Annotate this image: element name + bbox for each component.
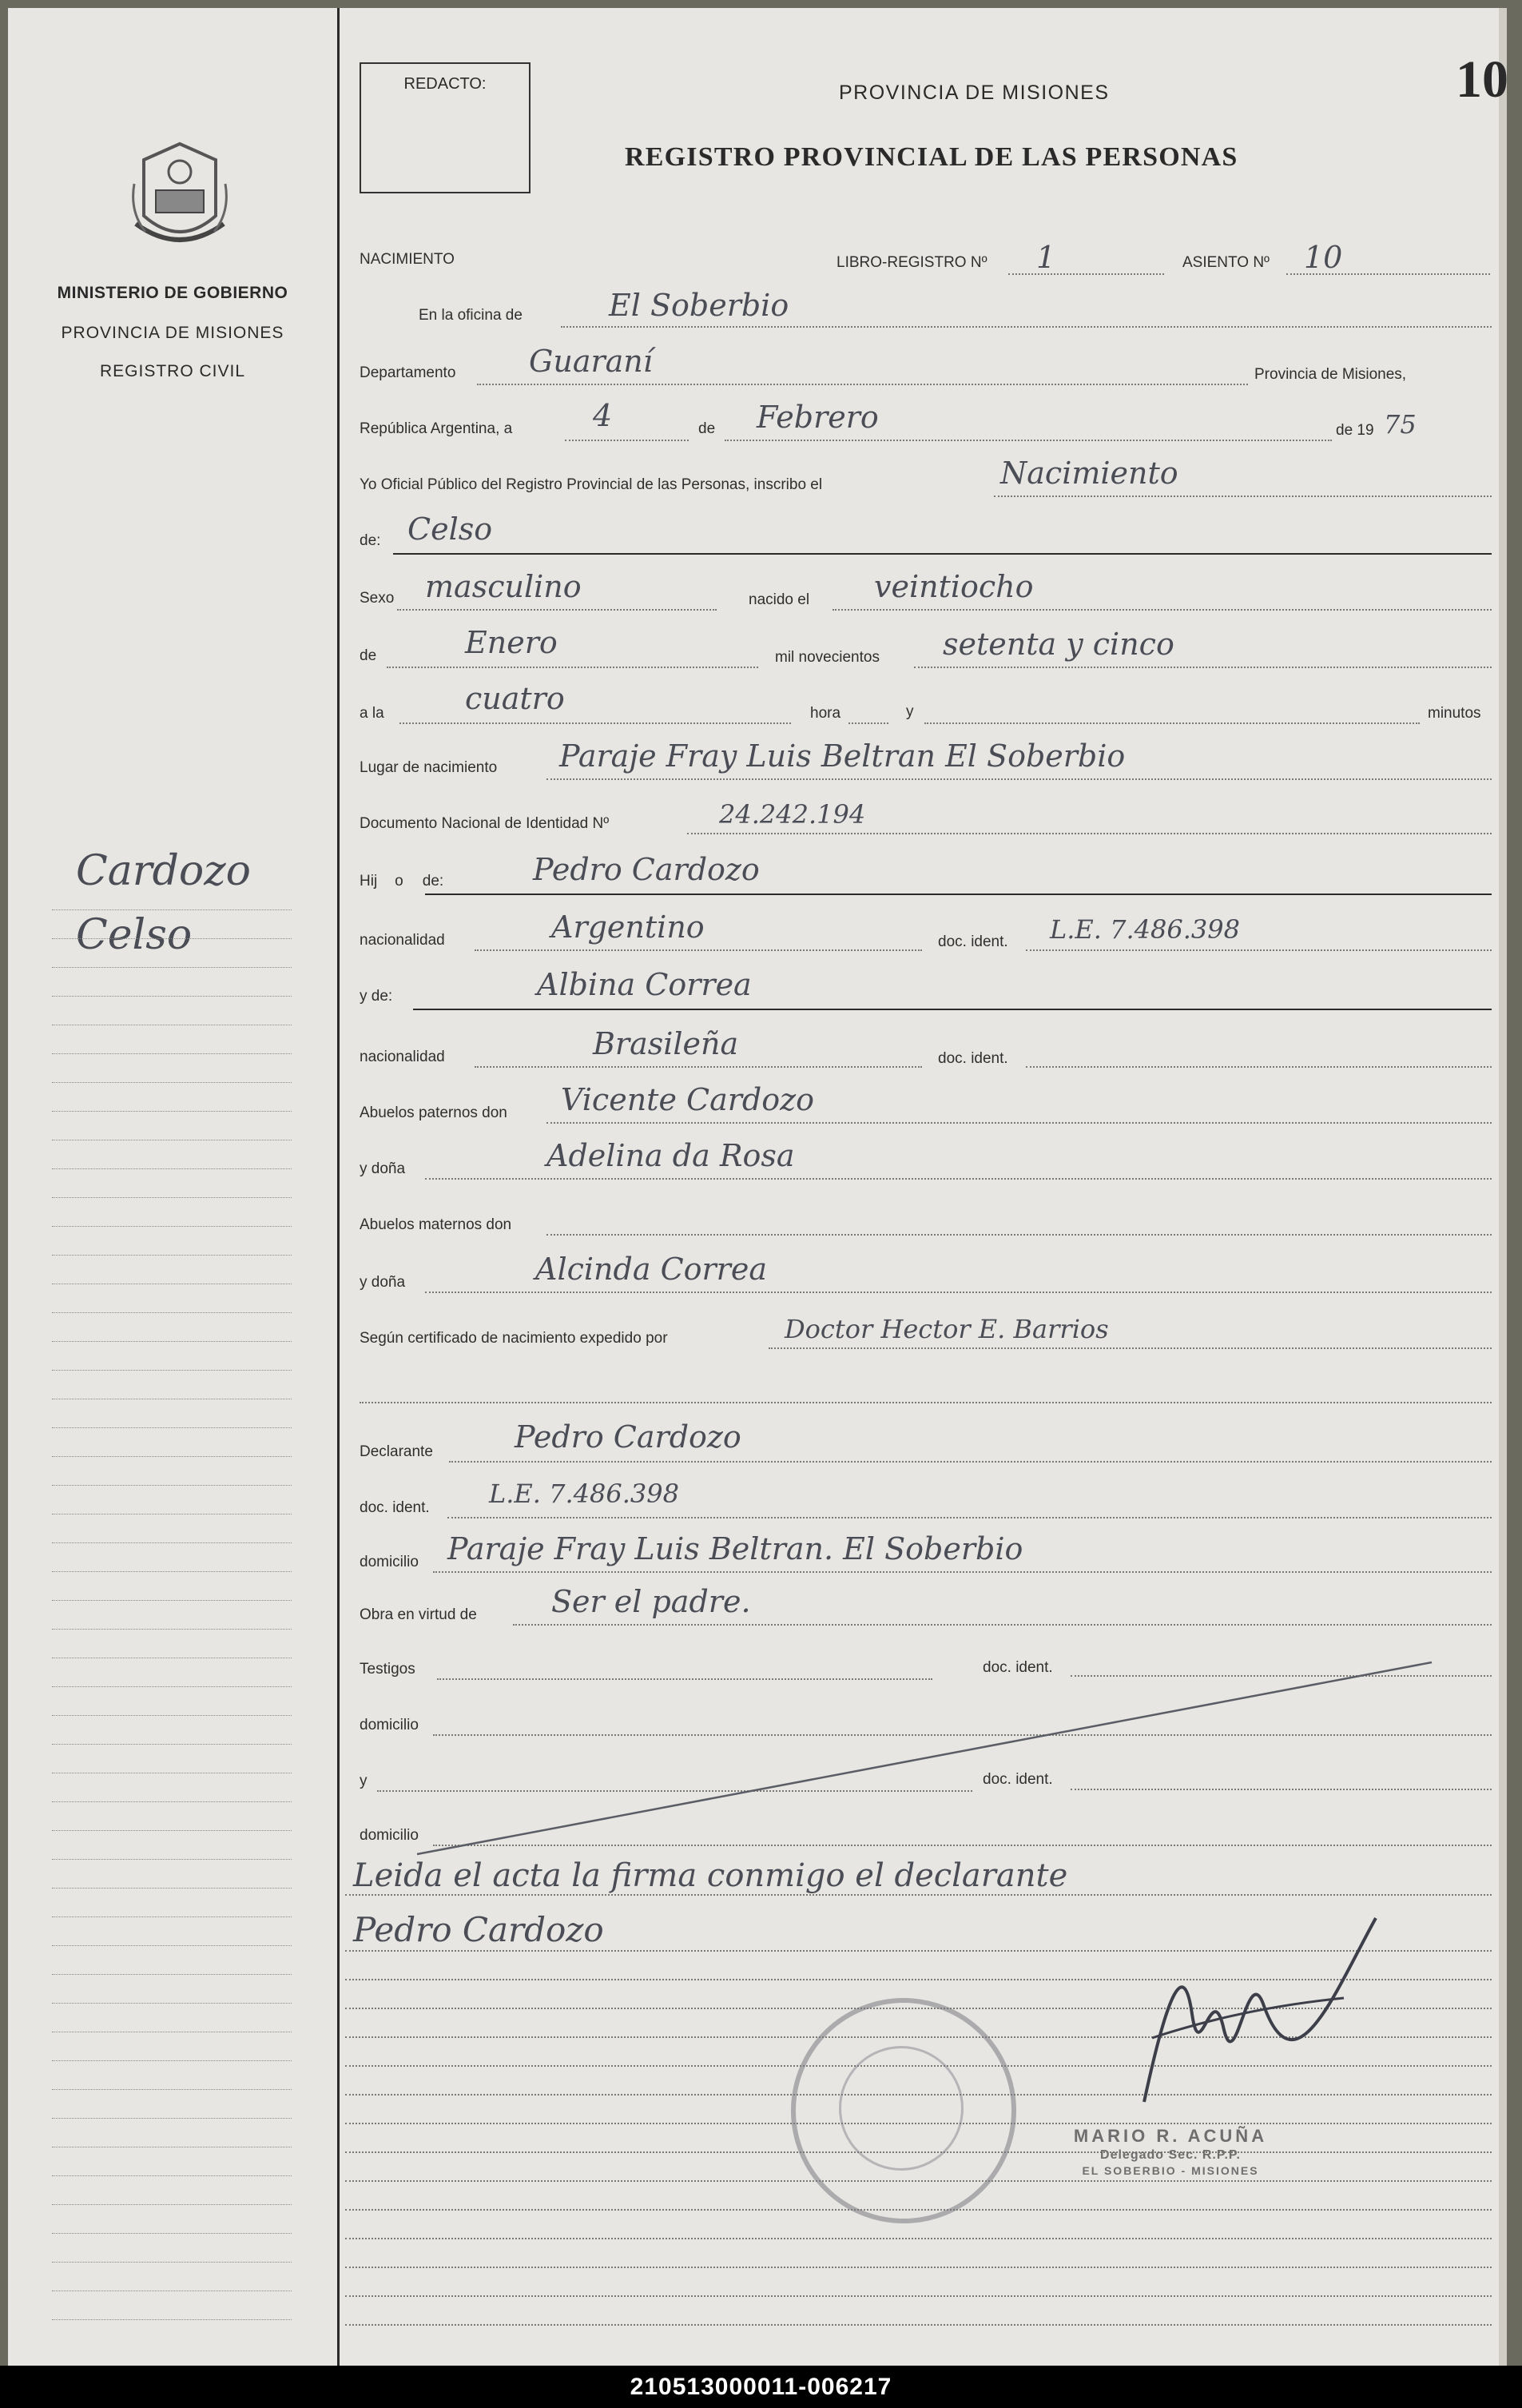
hijo-label bbox=[360, 873, 443, 890]
hora-line bbox=[399, 722, 791, 724]
ab-pat-line bbox=[546, 1122, 1492, 1124]
header-province: PROVINCIA DE MISIONES bbox=[839, 82, 1110, 104]
ab-pat-dona-value: Adelina da Rosa bbox=[546, 1138, 795, 1173]
oficina-value: El Soberbio bbox=[609, 288, 789, 323]
padre-line bbox=[425, 894, 1492, 895]
ministry-province: PROVINCIA DE MISIONES bbox=[61, 324, 284, 342]
departamento-value: Guaraní bbox=[529, 344, 653, 379]
margin-rule bbox=[52, 1168, 292, 1169]
lugar-label: Lugar de nacimiento bbox=[360, 759, 498, 776]
margin-rule bbox=[52, 1111, 292, 1112]
margin-rule bbox=[52, 1888, 292, 1889]
anio-nac-value: setenta y cinco bbox=[943, 627, 1174, 662]
provincia-suffix: Provincia de Misiones, bbox=[1254, 366, 1407, 383]
margin-rule bbox=[52, 1542, 292, 1543]
margin-rule bbox=[52, 1485, 292, 1486]
margin-rule bbox=[52, 1801, 292, 1802]
acto-line bbox=[994, 496, 1492, 497]
margin-rule bbox=[52, 1859, 292, 1860]
margin-rule bbox=[52, 1255, 292, 1256]
register-page bbox=[8, 8, 1507, 2366]
margin-rule bbox=[52, 1744, 292, 1745]
hora-value: cuatro bbox=[465, 681, 565, 716]
domicilio-line bbox=[433, 1571, 1492, 1573]
closing-rule bbox=[345, 2238, 1492, 2239]
domicilio-label: domicilio bbox=[360, 1554, 419, 1570]
obra-value: Ser el padre. bbox=[551, 1584, 751, 1619]
madre-doc-label: doc. ident. bbox=[938, 1050, 1008, 1067]
margin-rule bbox=[52, 2233, 292, 2234]
margin-rule bbox=[52, 1226, 292, 1227]
margin-rule bbox=[52, 1341, 292, 1342]
anio-label: de 19 bbox=[1336, 422, 1374, 439]
margin-rule bbox=[52, 2262, 292, 2263]
testigo2-doc-label: doc. ident. bbox=[983, 1771, 1053, 1788]
y2-label: y bbox=[360, 1773, 368, 1789]
margin-rule bbox=[52, 1082, 292, 1083]
madre-nac-value: Brasileña bbox=[593, 1026, 739, 1061]
provincial-emblem-icon bbox=[128, 136, 232, 256]
margin-rule bbox=[52, 1600, 292, 1601]
certificado-label: Según certificado de nacimiento expedido por bbox=[360, 1330, 668, 1347]
dni-line bbox=[687, 833, 1492, 834]
dia-value: 4 bbox=[593, 398, 613, 433]
madre-line bbox=[413, 1009, 1492, 1010]
certificado-line-2 bbox=[360, 1402, 1492, 1403]
obra-label: Obra en virtud de bbox=[360, 1606, 477, 1623]
margin-rule bbox=[52, 909, 292, 910]
form-area bbox=[337, 8, 1508, 2366]
dni-value: 24.242.194 bbox=[719, 799, 866, 830]
nombre-line bbox=[393, 553, 1492, 555]
padre-doc-value: L.E. 7.486.398 bbox=[1050, 914, 1240, 945]
de2-label: de bbox=[360, 647, 377, 664]
margin-rule bbox=[52, 1197, 292, 1198]
testigo2-domicilio-label: domicilio bbox=[360, 1827, 419, 1844]
margin-rule bbox=[52, 2003, 292, 2004]
madre-doc-line bbox=[1026, 1066, 1492, 1068]
closing-rule bbox=[345, 2295, 1492, 2297]
ab-pat-dona-line bbox=[425, 1178, 1492, 1180]
anio-value: 75 bbox=[1384, 409, 1417, 440]
testigos-domicilio-label: domicilio bbox=[360, 1717, 419, 1733]
declarante-line bbox=[449, 1461, 1492, 1463]
margin-rule bbox=[52, 1571, 292, 1572]
official-stamp bbox=[1031, 2126, 1310, 2177]
padre-doc-line bbox=[1026, 949, 1492, 951]
madre-nac-line bbox=[475, 1066, 922, 1068]
ab-mat-line bbox=[546, 1234, 1492, 1236]
margin-rule bbox=[52, 2175, 292, 2176]
margin-rule bbox=[52, 1830, 292, 1831]
de-label: de bbox=[698, 420, 716, 437]
dia-line bbox=[565, 440, 689, 441]
archive-id-bar: 210513000011-006217 bbox=[0, 2366, 1522, 2408]
sexo-label: Sexo bbox=[360, 590, 395, 607]
decl-doc-label: doc. ident. bbox=[360, 1499, 430, 1516]
ministry-name: MINISTERIO DE GOBIERNO bbox=[57, 284, 288, 302]
testigos-doc-label: doc. ident. bbox=[983, 1659, 1053, 1676]
hora-label: hora bbox=[810, 705, 841, 722]
margin-rule bbox=[52, 2204, 292, 2205]
page-number: 10 bbox=[1456, 50, 1508, 109]
testigos-label: Testigos bbox=[360, 1661, 415, 1678]
document-title: REGISTRO PROVINCIAL DE LAS PERSONAS bbox=[625, 142, 1238, 172]
margin-rule bbox=[52, 1686, 292, 1687]
margin-rule bbox=[52, 1715, 292, 1716]
margin-rule bbox=[52, 1974, 292, 1975]
republica-label: República Argentina, a bbox=[360, 420, 513, 437]
dia-nac-value: veintiocho bbox=[874, 569, 1034, 604]
asiento-label: ASIENTO Nº bbox=[1182, 254, 1270, 271]
mes-value: Febrero bbox=[757, 400, 879, 435]
margin-note-name: Celso bbox=[76, 911, 193, 959]
acto-value: Nacimiento bbox=[1000, 456, 1178, 491]
declarant-signature: Pedro Cardozo bbox=[353, 1910, 604, 1949]
dni-label: Documento Nacional de Identidad Nº bbox=[360, 815, 610, 832]
mes-line bbox=[725, 440, 1332, 441]
margin-rule bbox=[52, 1456, 292, 1457]
official-signature bbox=[1136, 1894, 1392, 2134]
ab-mat-label: Abuelos maternos don bbox=[360, 1216, 512, 1233]
sexo-value: masculino bbox=[425, 569, 582, 604]
ab-pat-don-value: Vicente Cardozo bbox=[561, 1082, 815, 1117]
margin-note-surname: Cardozo bbox=[76, 847, 251, 895]
hijo-de: de: bbox=[422, 873, 444, 890]
departamento-line bbox=[477, 384, 1248, 385]
closing-rule bbox=[345, 2267, 1492, 2268]
minutos-line bbox=[924, 722, 1420, 724]
redacto-label: REDACTO: bbox=[403, 75, 487, 93]
mil-label: mil novecientos bbox=[775, 649, 880, 666]
anio-nac-line bbox=[914, 667, 1492, 668]
declarante-value: Pedro Cardozo bbox=[515, 1419, 741, 1455]
domicilio-value: Paraje Fray Luis Beltran. El Soberbio bbox=[447, 1531, 1023, 1566]
minutos-label: minutos bbox=[1428, 705, 1481, 722]
margin-rule bbox=[52, 1370, 292, 1371]
padre-value: Pedro Cardozo bbox=[533, 852, 760, 887]
stamp-role: Delegado Sec. R.P.P. bbox=[1100, 2148, 1241, 2162]
madre-nac-label: nacionalidad bbox=[360, 1049, 445, 1065]
margin-rule bbox=[52, 1629, 292, 1630]
margin-rule bbox=[52, 2319, 292, 2320]
hijo-prefix: Hij bbox=[360, 873, 378, 890]
padre-nac-value: Argentino bbox=[551, 909, 705, 945]
ala-label: a la bbox=[360, 705, 384, 722]
decl-doc-value: L.E. 7.486.398 bbox=[489, 1479, 679, 1509]
oficial-label: Yo Oficial Público del Registro Provincial de las Personas, inscribo el bbox=[360, 476, 823, 493]
margin-rule bbox=[52, 938, 292, 939]
asiento-value: 10 bbox=[1304, 240, 1343, 275]
certificado-value: Doctor Hector E. Barrios bbox=[785, 1314, 1109, 1344]
yde-label: y de: bbox=[360, 988, 393, 1005]
oficina-label: En la oficina de bbox=[419, 307, 523, 324]
sexo-line bbox=[397, 609, 717, 611]
libro-value: 1 bbox=[1036, 240, 1056, 275]
de-colon-label: de: bbox=[360, 532, 381, 549]
margin-rule bbox=[52, 1312, 292, 1313]
margin-rule bbox=[52, 2060, 292, 2061]
y-label: y bbox=[906, 703, 914, 720]
ministry-registry: REGISTRO CIVIL bbox=[99, 362, 246, 380]
padre-nac-label: nacionalidad bbox=[360, 932, 445, 949]
mes-nac-value: Enero bbox=[465, 625, 558, 660]
cancel-stroke bbox=[337, 1654, 1499, 1862]
margin-rule bbox=[52, 1945, 292, 1946]
lugar-line bbox=[546, 778, 1492, 780]
departamento-label: Departamento bbox=[360, 364, 456, 381]
ab-pat-label: Abuelos paternos don bbox=[360, 1104, 507, 1121]
margin-rule bbox=[52, 1427, 292, 1428]
declarante-label: Declarante bbox=[360, 1443, 433, 1460]
stamp-name: MARIO R. ACUÑA bbox=[1073, 2126, 1268, 2146]
padre-nac-line bbox=[475, 949, 922, 951]
hora2-line bbox=[848, 722, 888, 724]
ab-mat-dona-line bbox=[425, 1292, 1492, 1293]
oficina-line bbox=[561, 326, 1492, 328]
stamp-place: EL SOBERBIO - MISIONES bbox=[1082, 2164, 1259, 2177]
decl-doc-line bbox=[447, 1517, 1492, 1518]
redacto-box bbox=[360, 62, 531, 193]
certificado-line bbox=[769, 1347, 1492, 1349]
obra-line bbox=[513, 1624, 1492, 1626]
mes-nac-line bbox=[387, 667, 758, 668]
left-margin-column bbox=[8, 8, 340, 2366]
margin-rule bbox=[52, 1916, 292, 1917]
nombre-value: Celso bbox=[407, 511, 493, 547]
ab-mat-dona-value: Alcinda Correa bbox=[535, 1252, 767, 1287]
margin-rule bbox=[52, 2089, 292, 2090]
dia-nac-line bbox=[833, 609, 1492, 611]
libro-label: LIBRO-REGISTRO Nº bbox=[837, 254, 988, 271]
lugar-value: Paraje Fray Luis Beltran El Soberbio bbox=[559, 738, 1126, 774]
hijo-gender: o bbox=[395, 873, 403, 890]
nacimiento-label: NACIMIENTO bbox=[360, 251, 455, 268]
leida-text: Leida el acta la firma conmigo el declarante bbox=[353, 1857, 1068, 1894]
padre-doc-label: doc. ident. bbox=[938, 933, 1008, 950]
margin-rule bbox=[52, 1053, 292, 1054]
registry-seal-inner bbox=[839, 2046, 964, 2171]
nacido-label: nacido el bbox=[749, 591, 810, 608]
margin-rule bbox=[52, 967, 292, 968]
madre-value: Albina Correa bbox=[537, 967, 752, 1002]
libro-line bbox=[1008, 273, 1164, 275]
closing-rule bbox=[345, 2324, 1492, 2326]
margin-rule bbox=[52, 996, 292, 997]
margin-rule bbox=[52, 2118, 292, 2119]
ab-pat-dona-label: y doña bbox=[360, 1160, 406, 1177]
ab-mat-dona-label: y doña bbox=[360, 1274, 406, 1291]
